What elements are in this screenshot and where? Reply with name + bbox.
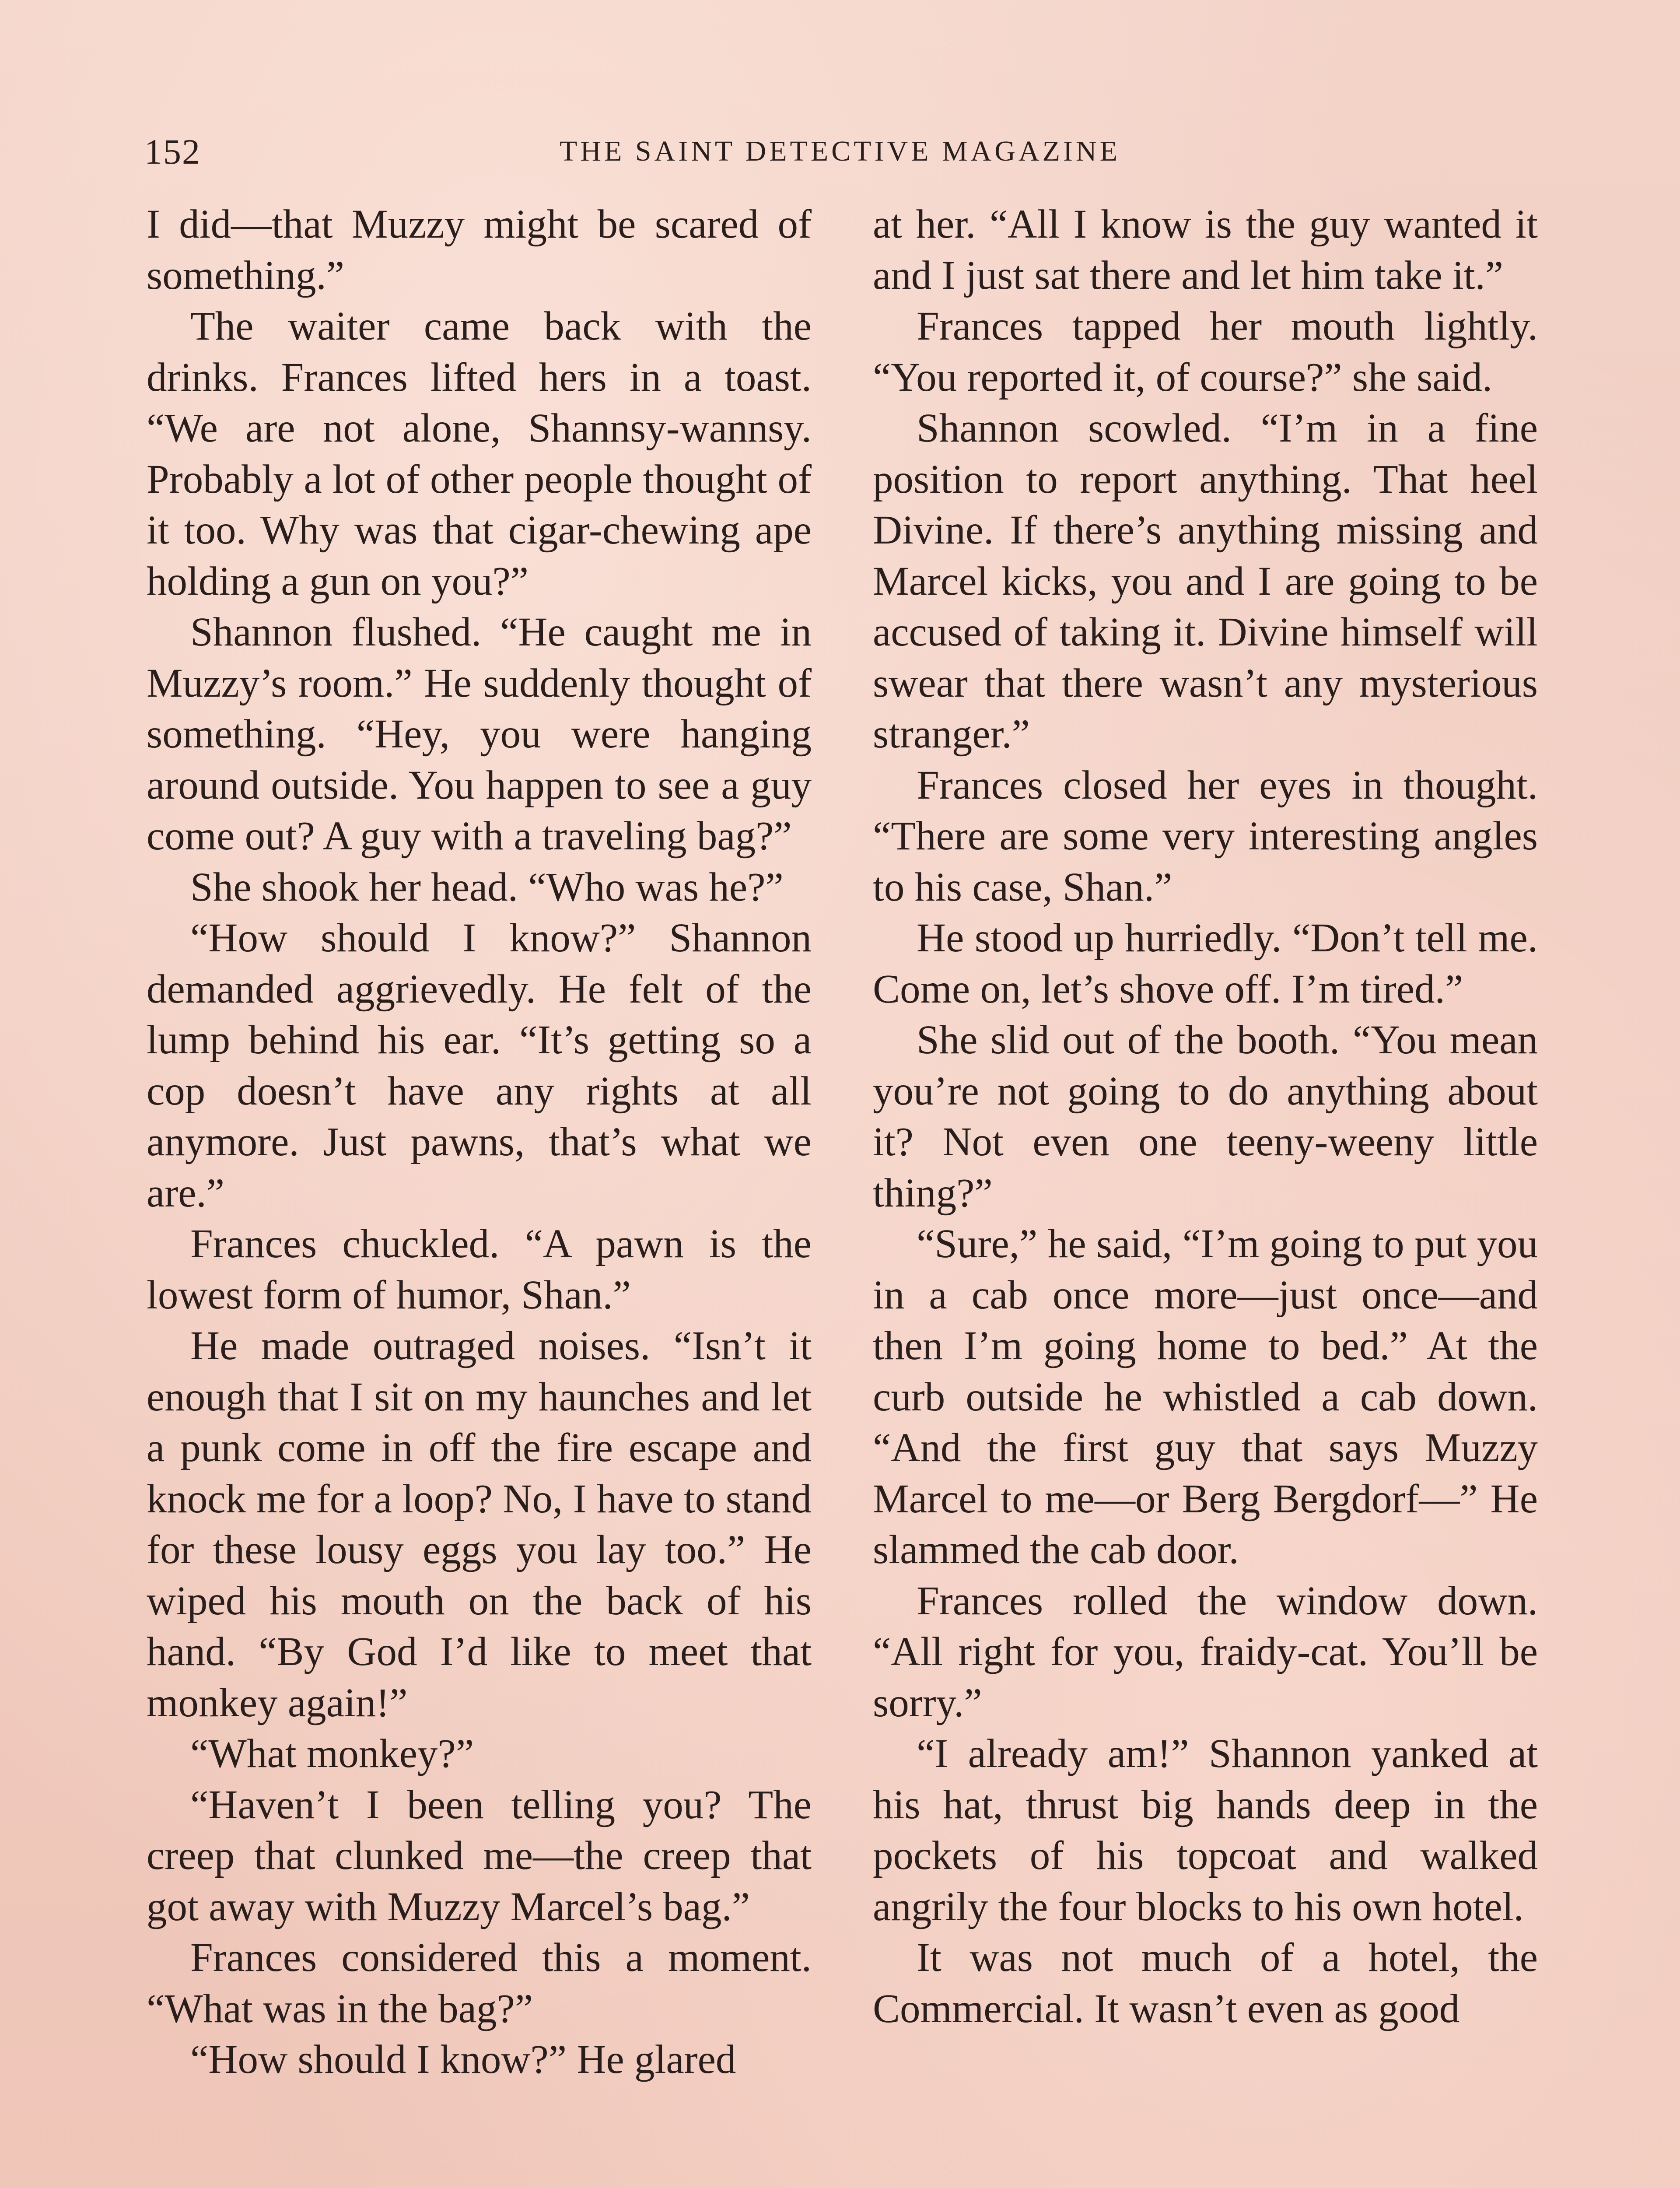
right-column: [873, 199, 1538, 2086]
paragraph: “What monkey?”: [190, 1731, 474, 1776]
paragraph: “Sure,” he said, “I’m going to put you in a cab once more—just once—and then I’m going home to bed.” At the curb outside he whistled a cab down. “And the first guy that says Muzzy Marcel to me—or Berg Bergdorf—” He slammed the cab door.: [873, 1221, 1538, 1572]
paragraph: at her. “All I know is the guy wanted it and I just sat there and let him take it.”: [873, 202, 1538, 298]
paragraph: Shannon scowled. “I’m in a fine position to report anything. That heel Divine. If there’s anything missing and Marcel kicks, you and I are going to be accused of taking it. Divine himself will swear that there wasn’t any mysterious stranger.”: [873, 406, 1538, 757]
paragraph: “I already am!” Shannon yanked at his hat, thrust big hands deep in the pockets of his topcoat and walked angrily the four blocks to his own hotel.: [873, 1731, 1538, 1929]
page-number: 152: [144, 132, 201, 172]
paragraph: Frances rolled the window down. “All right for you, fraidy-cat. You’ll be sorry.”: [873, 1578, 1538, 1725]
paragraph: She shook her head. “Who was he?”: [190, 864, 784, 910]
text-columns: [147, 199, 1538, 2086]
paragraph: Frances tapped her mouth lightly. “You reported it, of course?” she said.: [873, 304, 1538, 400]
paragraph: Frances chuckled. “A pawn is the lowest form of humor, Shan.”: [147, 1221, 812, 1318]
magazine-title: THE SAINT DETECTIVE MAGAZINE: [560, 135, 1120, 167]
paragraph: Frances considered this a moment. “What was in the bag?”: [147, 1935, 812, 2031]
running-head: [144, 131, 1536, 179]
paragraph: The waiter came back with the drinks. Frances lifted hers in a toast. “We are not alone, Shannsy-wannsy. Probably a lot of other people thought of it too. Why was that cigar-chewing ape holding a gun on you?”: [147, 304, 812, 604]
paragraph: It was not much of a hotel, the Commercial. It wasn’t even as good: [873, 1935, 1538, 2031]
paragraph: He made outraged noises. “Isn’t it enough that I sit on my haunches and let a punk come in off the fire escape and knock me for a loop? No, I have to stand for these lousy eggs you lay too.” He wiped his mouth on the back of his hand. “By God I’d like to meet that monkey again!”: [147, 1323, 812, 1725]
paragraph: He stood up hurriedly. “Don’t tell me. Come on, let’s shove off. I’m tired.”: [873, 915, 1538, 1012]
paragraph: Shannon flushed. “He caught me in Muzzy’s room.” He suddenly thought of something. “Hey, you were hanging around outside. You happen to see a guy come out? A guy with a traveling bag?”: [147, 610, 812, 859]
paragraph: “Haven’t I been telling you? The creep that clunked me—the creep that got away with Muzzy Marcel’s bag.”: [147, 1782, 812, 1929]
paragraph: “How should I know?” Shannon demanded aggrievedly. He felt of the lump behind his ear. “It’s getting so a cop doesn’t have any rights at all anymore. Just pawns, that’s what we are.”: [147, 915, 812, 1216]
left-column: [147, 199, 812, 2086]
paragraph: She slid out of the booth. “You mean you’re not going to do anything about it? Not even one teeny-weeny little thing?”: [873, 1017, 1538, 1216]
paragraph: I did—that Muzzy might be scared of something.”: [147, 202, 812, 298]
paragraph: Frances closed her eyes in thought. “There are some very interesting angles to his case, Shan.”: [873, 762, 1538, 910]
paragraph: “How should I know?” He glared: [190, 2037, 736, 2082]
